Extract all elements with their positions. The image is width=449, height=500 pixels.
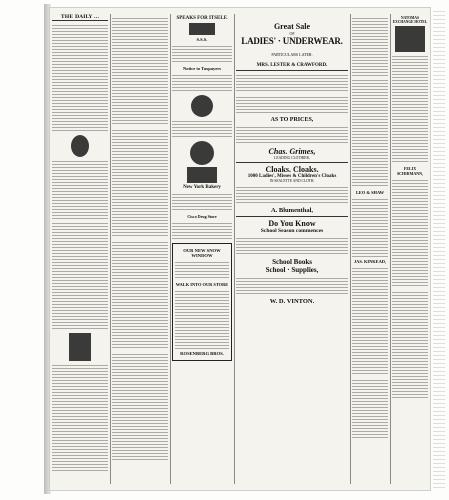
text-block bbox=[52, 221, 108, 331]
show-window-sub: WALK INTO OUR STORE bbox=[175, 282, 229, 287]
sss-ad-graphic bbox=[189, 23, 215, 35]
text-block bbox=[172, 73, 232, 93]
text-block bbox=[172, 192, 232, 212]
text-block bbox=[172, 221, 232, 241]
notice-taxpayers: Notice to Taxpayers bbox=[183, 66, 221, 71]
text-block bbox=[236, 276, 348, 296]
school-supplies: School · Supplies, bbox=[265, 266, 319, 274]
text-block bbox=[392, 54, 428, 164]
blumenthal-name: A. Blumenthal, bbox=[270, 207, 314, 214]
show-window-title: OUR NEW SNOW WINDOW bbox=[183, 248, 221, 258]
column-rule bbox=[390, 14, 391, 484]
woman-portrait-illustration bbox=[191, 95, 213, 117]
text-block bbox=[52, 23, 108, 133]
divider bbox=[236, 162, 348, 163]
column-rule bbox=[350, 14, 351, 484]
bottle-illustration bbox=[69, 333, 91, 361]
school-season: School Season commences bbox=[260, 228, 324, 234]
text-block bbox=[352, 266, 388, 376]
masthead: THE DAILY ... bbox=[52, 14, 108, 21]
schirmann-name: FELIX SCHIRMANN, bbox=[396, 166, 424, 176]
column-5 bbox=[352, 14, 388, 486]
bakery-heading: New York Bakery bbox=[183, 185, 221, 190]
text-block bbox=[236, 73, 348, 93]
divider bbox=[236, 216, 348, 217]
great-sale: Great Sale bbox=[273, 22, 311, 31]
firm-name: MRS. LESTER & CRAWFORD. bbox=[256, 63, 328, 68]
column-3 bbox=[172, 14, 232, 486]
text-block bbox=[112, 240, 168, 350]
text-block bbox=[112, 128, 168, 238]
column-rule bbox=[170, 14, 171, 484]
text-block bbox=[52, 159, 108, 219]
seal-illustration bbox=[190, 141, 214, 165]
column-rule bbox=[110, 14, 111, 484]
show-window-ad bbox=[172, 243, 232, 361]
column-4 bbox=[236, 14, 348, 486]
do-you-know: Do You Know bbox=[268, 219, 316, 228]
sss-ad: S.S.S. bbox=[196, 37, 208, 42]
hotel-name: NATOMAS EXCHANGE HOTEL bbox=[392, 16, 428, 24]
hotel-illustration bbox=[395, 26, 425, 52]
text-block bbox=[352, 197, 388, 257]
text-block bbox=[172, 44, 232, 64]
text-block bbox=[112, 16, 168, 126]
portrait-illustration bbox=[71, 135, 89, 157]
text-block bbox=[236, 95, 348, 115]
kinkead-name: JAS. KINKEAD, bbox=[353, 259, 387, 264]
vinton-name: W. D. VINTON. bbox=[269, 298, 315, 305]
column-6 bbox=[392, 14, 428, 486]
text-block bbox=[352, 78, 388, 188]
grimes-name: Chas. Grimes, bbox=[268, 147, 316, 156]
text-block bbox=[52, 363, 108, 473]
text-block bbox=[236, 185, 348, 205]
newspaper-page bbox=[50, 8, 430, 490]
ladies-underwear: LADIES' · UNDERWEAR. bbox=[241, 36, 343, 46]
text-block bbox=[175, 260, 229, 280]
text-block bbox=[352, 378, 388, 438]
text-block bbox=[175, 289, 229, 349]
school-books: School Books bbox=[272, 258, 312, 266]
cloaks-heading: Cloaks. Cloaks. bbox=[265, 165, 319, 174]
text-block bbox=[236, 125, 348, 145]
grimes-sub: LEADING CLOTHIER, bbox=[274, 156, 310, 160]
store-name: ROSENBERG BROS. bbox=[180, 351, 224, 356]
figures-illustration bbox=[187, 167, 217, 183]
divider bbox=[236, 70, 348, 71]
as-to-prices: AS TO PRICES, bbox=[270, 117, 314, 123]
text-block bbox=[112, 352, 168, 462]
text-block bbox=[352, 16, 388, 76]
text-block bbox=[392, 178, 428, 288]
text-block bbox=[236, 236, 348, 256]
column-rule bbox=[234, 14, 235, 484]
facing-page-edge bbox=[433, 8, 445, 490]
speaks-header: SPEAKS FOR ITSELF. bbox=[176, 16, 228, 21]
cloaks-subheading: 1000 Ladies', Misses & Children's Cloaks bbox=[247, 174, 337, 179]
particulars: PARTICULARS LATER. bbox=[271, 52, 313, 57]
leo-shaw: LEO & SHAW bbox=[355, 190, 385, 195]
column-2 bbox=[112, 14, 168, 486]
pharmacy-heading: Cisco Drug Store bbox=[187, 214, 217, 219]
sale-of: OF bbox=[289, 31, 295, 36]
text-block bbox=[172, 119, 232, 139]
cloaks-subheading-2: IN SEALETTE AND CLOTH. bbox=[269, 179, 315, 183]
column-1 bbox=[52, 14, 108, 486]
text-block bbox=[392, 290, 428, 400]
